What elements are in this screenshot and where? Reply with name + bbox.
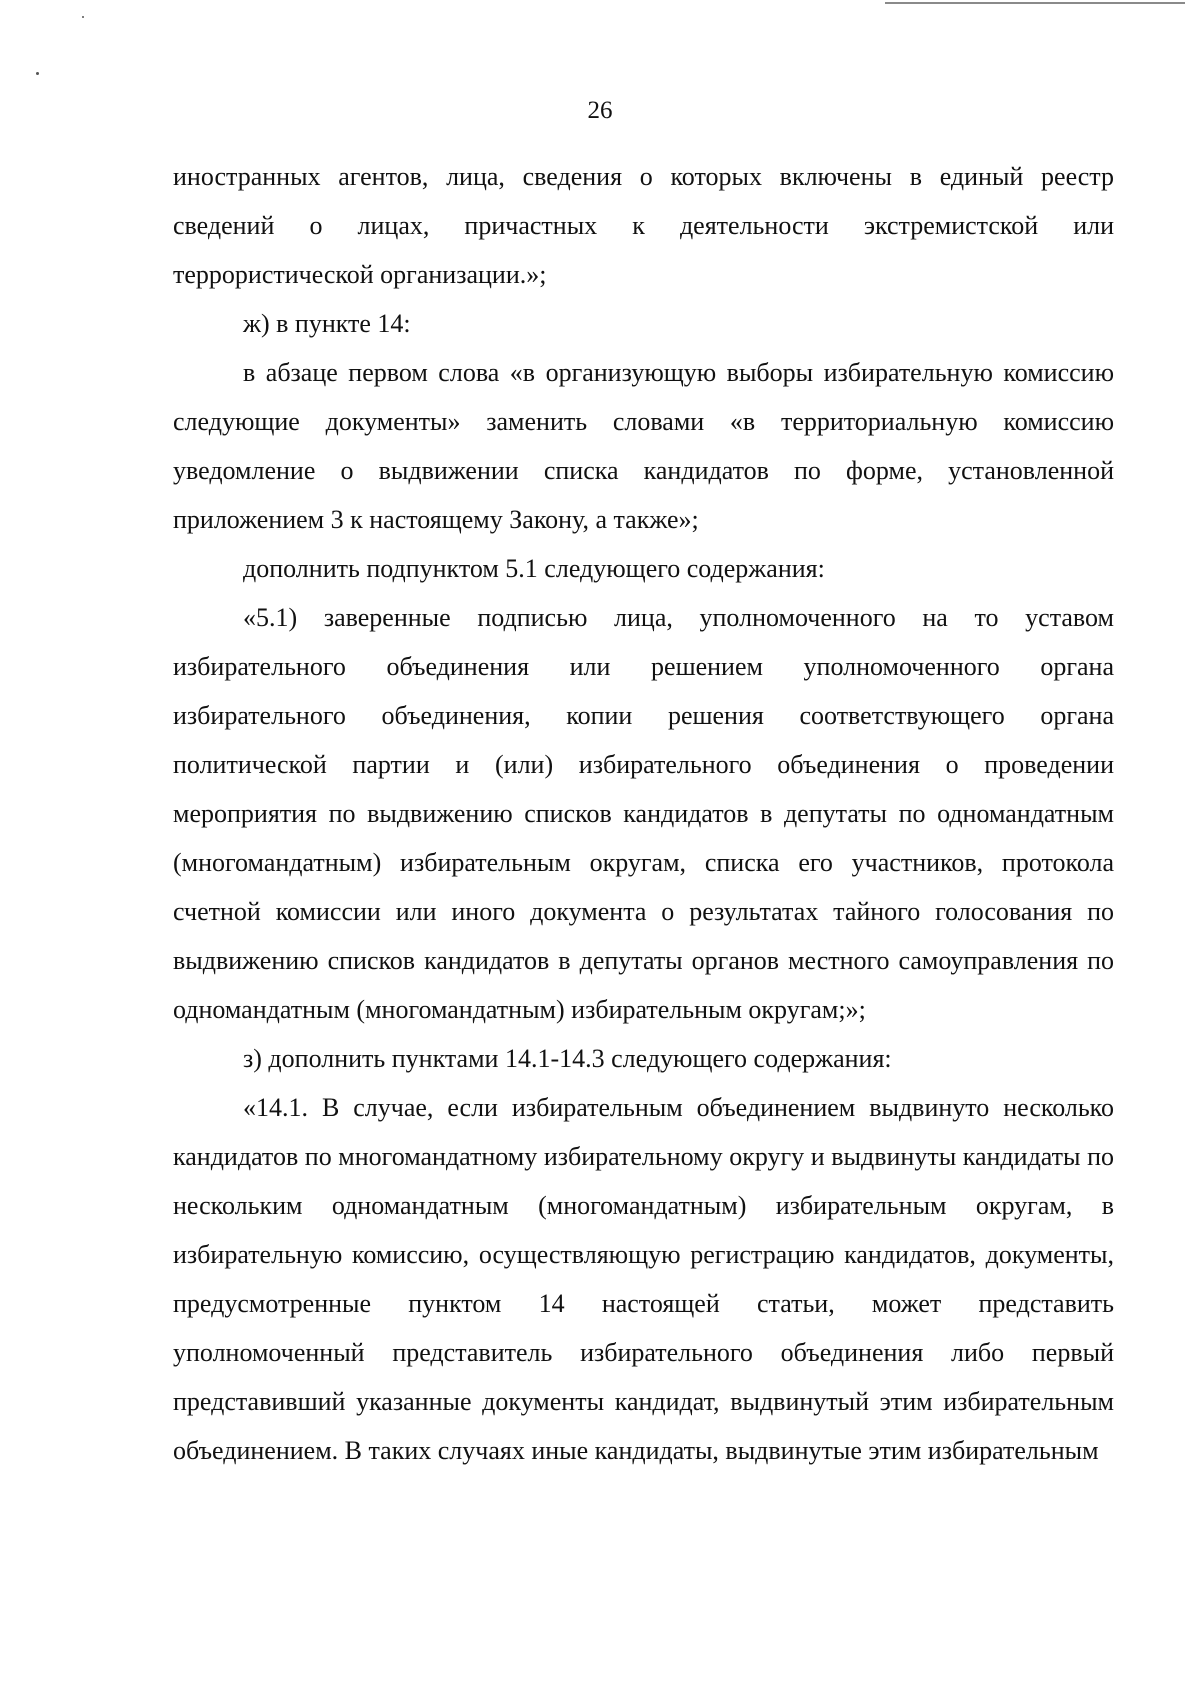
paragraph-subpoint-5-1: «5.1) заверенные подписью лица, уполномоченного на то уставом избирательного объединения или решением уполномоченного органа избирательного объединения, копии решения соответствующего органа политической партии и (или) избирательного объединения о проведении мероприятия по выдвижению списков кандидатов в депутаты по одномандатным (многомандатным) избирательным округам, списка его участников, протокола счетной комиссии или иного документа о результатах тайного голосования по выдвижению списков кандидатов в депутаты органов местного самоуправления по одномандатным (многомандатным) избирательным округам;»; bbox=[173, 603, 1114, 1024]
document-body bbox=[173, 152, 1114, 1475]
paragraph-add-subpoint: дополнить подпунктом 5.1 следующего содержания: bbox=[243, 554, 825, 583]
page-number: 26 bbox=[587, 97, 613, 124]
paragraph-point-14-1: «14.1. В случае, если избирательным объединением выдвинуто несколько кандидатов по многомандатному избирательному округу и выдвинуты кандидаты по нескольким одномандатным (многомандатным) избирательным округам, в избирательную комиссию, осуществляющую регистрацию кандидатов, документы, предусмотренные пунктом 14 настоящей статьи, может представить уполномоченный представитель избирательного объединения либо первый представивший указанные документы кандидат, выдвинутый этим избирательным объединением. В таких случаях иные кандидаты, выдвинутые этим избирательным bbox=[173, 1093, 1114, 1465]
scan-speck bbox=[36, 72, 39, 75]
paragraph-foreign-agents: иностранных агентов, лица, сведения о которых включены в единый реестр сведений о лицах, причастных к деятельности экстремистской или террористической организации.»; bbox=[173, 162, 1114, 289]
paragraph-point-zh: ж) в пункте 14: bbox=[243, 309, 411, 338]
paragraph-first-abzac: в абзаце первом слова «в организующую выборы избирательную комиссию следующие документы» заменить словами «в территориальную комиссию уведомление о выдвижении списка кандидатов по форме, установленной приложением 3 к настоящему Закону, а также»; bbox=[173, 358, 1114, 534]
scan-speck bbox=[82, 16, 84, 18]
scan-edge-line bbox=[885, 2, 1185, 4]
paragraph-point-z: з) дополнить пунктами 14.1-14.3 следующего содержания: bbox=[243, 1044, 892, 1073]
